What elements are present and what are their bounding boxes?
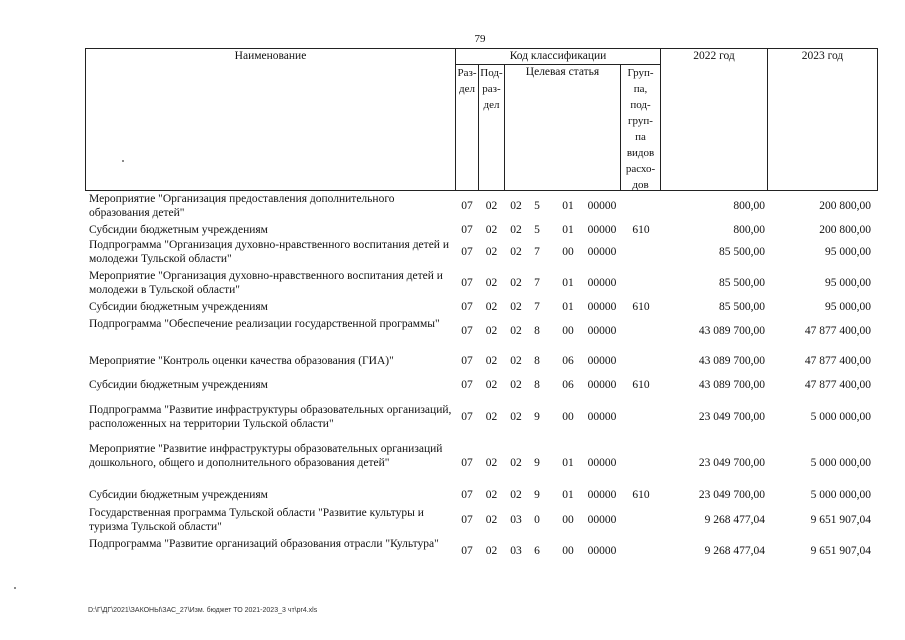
row-code-t3: 01 [562, 277, 574, 289]
row-code-vid: 610 [632, 379, 650, 391]
row-amount-2022: 43 089 700,00 [698, 325, 765, 337]
row-code-t1: 02 [510, 379, 522, 391]
row-code-razdel: 07 [461, 457, 473, 469]
row-name: Мероприятие "Развитие инфраструктуры образовательных организаций дошкольного, общего и дополнительного образования детей" [89, 443, 443, 469]
row-amount-2022: 23 049 700,00 [698, 411, 765, 423]
row-code-t2: 9 [534, 411, 540, 423]
table-row [0, 238, 905, 266]
table-row [0, 442, 905, 484]
row-code-razdel: 07 [461, 411, 473, 423]
header-year-2022: 2022 год [693, 50, 735, 62]
row-code-t4: 00000 [587, 379, 617, 391]
row-amount-2022: 9 268 477,04 [704, 545, 765, 557]
row-code-t4: 00000 [587, 301, 617, 313]
row-amount-2023: 95 000,00 [825, 246, 871, 258]
row-amount-2023: 95 000,00 [825, 277, 871, 289]
row-code-t1: 02 [510, 246, 522, 258]
row-code-t2: 5 [534, 224, 540, 236]
row-code-t3: 00 [562, 325, 574, 337]
row-code-t1: 02 [510, 200, 522, 212]
row-code-t2: 6 [534, 545, 540, 557]
table-row [0, 403, 905, 431]
row-amount-2023: 5 000 000,00 [810, 411, 871, 423]
row-code-razdel: 07 [461, 355, 473, 367]
row-code-podrazdel: 02 [485, 355, 498, 367]
row-code-t1: 02 [510, 411, 522, 423]
row-name: Подпрограмма "Организация духовно-нравственного воспитания детей и молодежи Тульской области" [89, 239, 449, 265]
row-name: Подпрограмма "Развитие организаций образования отрасли "Культура" [89, 538, 439, 550]
row-code-t2: 0 [534, 514, 540, 526]
scan-speck [14, 587, 16, 589]
row-name: Субсидии бюджетным учреждениям [89, 301, 268, 313]
table-row [0, 192, 905, 220]
row-code-t1: 02 [510, 224, 522, 236]
row-code-razdel: 07 [461, 224, 473, 236]
row-amount-2023: 5 000 000,00 [810, 489, 871, 501]
row-code-razdel: 07 [461, 246, 473, 258]
row-code-t3: 01 [562, 489, 574, 501]
row-code-podrazdel: 02 [485, 379, 498, 391]
header-year-2023: 2023 год [801, 50, 844, 62]
row-amount-2023: 47 877 400,00 [804, 325, 871, 337]
row-code-t2: 7 [534, 246, 540, 258]
row-code-t4: 00000 [587, 489, 617, 501]
row-code-t3: 06 [562, 355, 574, 367]
row-code-podrazdel: 02 [485, 489, 498, 501]
table-row [0, 223, 905, 237]
row-code-vid: 610 [632, 301, 650, 313]
header-name: Наименование [234, 50, 307, 62]
table-row [0, 537, 905, 565]
row-code-t2: 9 [534, 457, 540, 469]
page-number: 79 [474, 33, 486, 45]
row-code-podrazdel: 02 [485, 325, 498, 337]
row-name: Субсидии бюджетным учреждениям [89, 489, 268, 501]
row-amount-2022: 43 089 700,00 [698, 379, 765, 391]
row-code-t1: 02 [510, 457, 522, 469]
row-code-t2: 7 [534, 277, 540, 289]
row-name: Подпрограмма "Обеспечение реализации государственной программы" [89, 318, 440, 330]
row-code-podrazdel: 02 [485, 200, 498, 212]
row-code-podrazdel: 02 [485, 224, 498, 236]
row-code-razdel: 07 [461, 325, 473, 337]
row-amount-2022: 85 500,00 [719, 246, 765, 258]
row-amount-2022: 9 268 477,04 [704, 514, 765, 526]
table-row [0, 488, 905, 502]
table-row [0, 378, 905, 392]
scan-speck [122, 160, 124, 162]
row-code-t2: 8 [534, 325, 540, 337]
row-code-t4: 00000 [587, 457, 617, 469]
row-amount-2022: 85 500,00 [719, 301, 765, 313]
row-code-t1: 02 [510, 277, 522, 289]
row-code-t2: 9 [534, 489, 540, 501]
row-code-podrazdel: 02 [485, 411, 498, 423]
row-code-razdel: 07 [461, 514, 473, 526]
row-code-podrazdel: 02 [485, 301, 498, 313]
row-code-t3: 00 [562, 514, 574, 526]
row-code-podrazdel: 02 [485, 457, 498, 469]
table-row [0, 354, 905, 368]
row-amount-2023: 95 000,00 [825, 301, 871, 313]
footer-file-path: D:\Г\ДГ\2021\ЗАКОНЫ\ЗАС_27\Изм. бюджет ТО 2021-2023_3 чт\pr4.xls [88, 607, 318, 614]
header-group: Груп- па, под- груп- па видов расхо- дов [625, 67, 656, 191]
row-code-razdel: 07 [461, 277, 473, 289]
header-podrazdel: Под- раз- дел [480, 67, 503, 111]
row-code-t4: 00000 [587, 246, 617, 258]
row-code-t1: 02 [510, 325, 522, 337]
row-code-t4: 00000 [587, 355, 617, 367]
table-row [0, 317, 905, 345]
row-code-t1: 02 [510, 489, 522, 501]
header-code: Код классификации [509, 50, 607, 62]
row-name: Мероприятие "Организация предоставления дополнительного образования детей" [89, 193, 395, 219]
row-amount-2022: 23 049 700,00 [698, 457, 765, 469]
row-code-razdel: 07 [461, 545, 473, 557]
row-code-t3: 01 [562, 457, 574, 469]
row-amount-2023: 9 651 907,04 [810, 514, 871, 526]
row-code-t1: 02 [510, 301, 522, 313]
row-name: Государственная программа Тульской области "Развитие культуры и туризма Тульской области" [89, 507, 424, 533]
row-code-t1: 03 [510, 545, 522, 557]
row-amount-2023: 47 877 400,00 [804, 379, 871, 391]
row-code-t2: 8 [534, 379, 540, 391]
row-code-vid: 610 [632, 224, 650, 236]
row-code-podrazdel: 02 [485, 277, 498, 289]
row-amount-2022: 23 049 700,00 [698, 489, 765, 501]
row-code-t4: 00000 [587, 200, 617, 212]
row-code-t3: 01 [562, 224, 574, 236]
row-name: Субсидии бюджетным учреждениям [89, 379, 268, 391]
row-amount-2022: 43 089 700,00 [698, 355, 765, 367]
row-code-t2: 5 [534, 200, 540, 212]
row-code-t4: 00000 [587, 325, 617, 337]
row-code-t3: 00 [562, 411, 574, 423]
row-code-t2: 8 [534, 355, 540, 367]
row-code-podrazdel: 02 [485, 514, 498, 526]
row-code-t1: 02 [510, 355, 522, 367]
row-code-t4: 00000 [587, 277, 617, 289]
row-code-razdel: 07 [461, 200, 473, 212]
row-code-t3: 00 [562, 545, 574, 557]
row-amount-2023: 200 800,00 [819, 200, 871, 212]
row-code-vid: 610 [632, 489, 650, 501]
table-row [0, 300, 905, 314]
row-amount-2023: 9 651 907,04 [810, 545, 871, 557]
header-target: Целевая статья [525, 66, 600, 78]
row-code-t2: 7 [534, 301, 540, 313]
row-code-t4: 00000 [587, 545, 617, 557]
row-code-podrazdel: 02 [485, 246, 498, 258]
row-code-t3: 00 [562, 246, 574, 258]
row-code-t4: 00000 [587, 514, 617, 526]
header-razdel: Раз- дел [457, 67, 477, 95]
row-code-razdel: 07 [461, 489, 473, 501]
row-code-razdel: 07 [461, 301, 473, 313]
row-code-t4: 00000 [587, 224, 617, 236]
row-name: Мероприятие "Контроль оценки качества образования (ГИА)" [89, 355, 394, 367]
row-code-t3: 01 [562, 200, 574, 212]
row-amount-2023: 200 800,00 [819, 224, 871, 236]
row-code-t1: 03 [510, 514, 522, 526]
row-name: Подпрограмма "Развитие инфраструктуры образовательных организаций, расположенных на территории Тульской области" [89, 404, 452, 430]
row-code-t4: 00000 [587, 411, 617, 423]
row-code-t3: 01 [562, 301, 574, 313]
row-code-razdel: 07 [461, 379, 473, 391]
row-name: Субсидии бюджетным учреждениям [89, 224, 268, 236]
table-row [0, 506, 905, 534]
row-amount-2022: 800,00 [733, 200, 765, 212]
row-name: Мероприятие "Организация духовно-нравственного воспитания детей и молодежи в Тульской области" [89, 270, 443, 296]
table-row [0, 269, 905, 297]
row-code-t3: 06 [562, 379, 574, 391]
row-amount-2023: 47 877 400,00 [804, 355, 871, 367]
row-amount-2023: 5 000 000,00 [810, 457, 871, 469]
row-amount-2022: 85 500,00 [719, 277, 765, 289]
row-amount-2022: 800,00 [733, 224, 765, 236]
row-code-podrazdel: 02 [485, 545, 498, 557]
